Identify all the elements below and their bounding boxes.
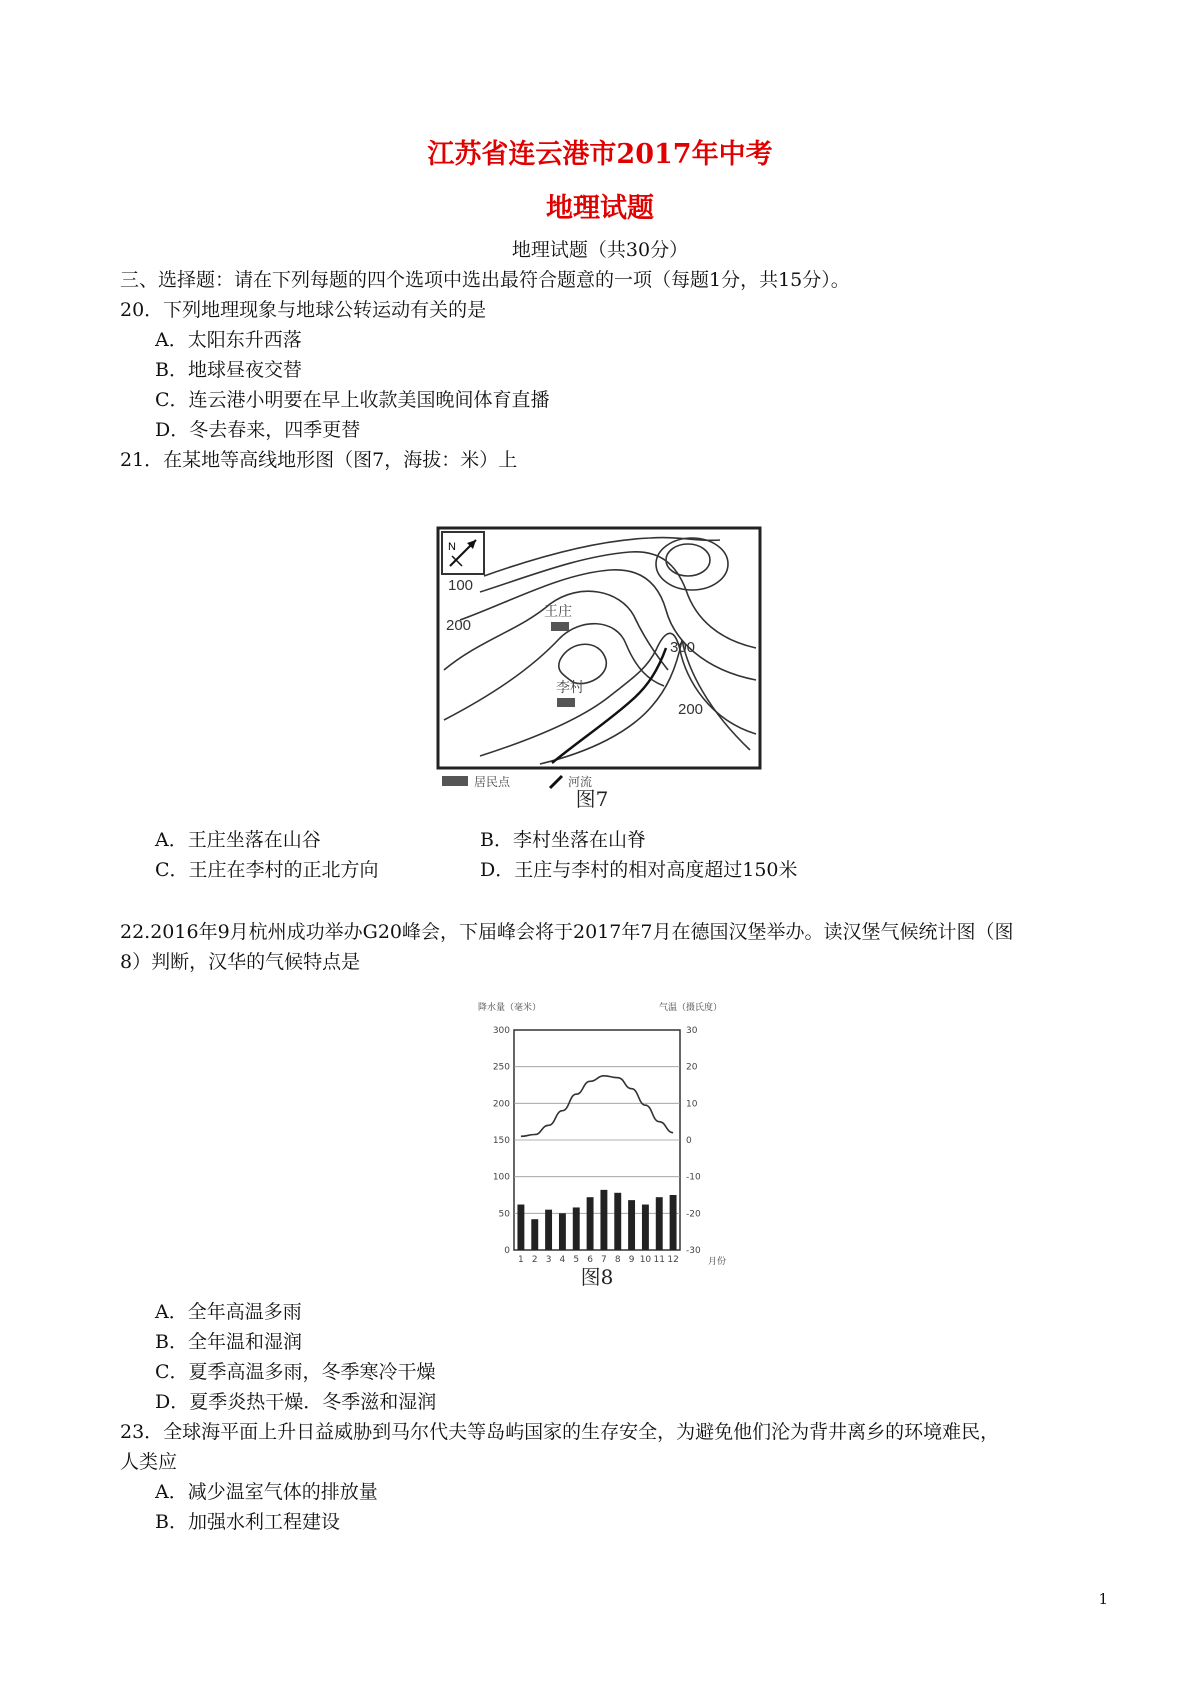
right-tick-label: -10 bbox=[686, 1172, 701, 1183]
precipitation-bar bbox=[587, 1197, 594, 1250]
x-axis-label: 月份 bbox=[708, 1257, 727, 1267]
month-tick-label: 6 bbox=[587, 1255, 593, 1265]
temperature-line bbox=[521, 1076, 673, 1137]
precipitation-bar bbox=[531, 1219, 538, 1250]
question-20-option-b: B．地球昼夜交替 bbox=[155, 359, 302, 381]
left-tick-label: 0 bbox=[504, 1246, 510, 1256]
village-marker-wangzhuang bbox=[551, 622, 569, 631]
precipitation-bar bbox=[656, 1197, 663, 1250]
legend-settlement-swatch bbox=[442, 776, 468, 786]
section-instruction: 三、选择题：请在下列每题的四个选项中选出最符合题意的一项（每题1分，共15分）。 bbox=[120, 269, 850, 291]
question-22-stem-line2: 8）判断，汉华的气候特点是 bbox=[120, 951, 361, 973]
precipitation-bar bbox=[614, 1193, 621, 1250]
legend-settlement-label: 居民点 bbox=[474, 775, 511, 789]
question-22-option-d: D．夏季炎热干燥．冬季滋和湿润 bbox=[155, 1391, 437, 1413]
question-23-stem-line1: 23．全球海平面上升日益威胁到马尔代夫等岛屿国家的生存安全，为避免他们沦为背井离乡的环境难民， bbox=[120, 1421, 1000, 1443]
question-21-option-d: D．王庄与李村的相对高度超过150米 bbox=[480, 859, 798, 881]
village-marker-licun bbox=[557, 698, 575, 707]
right-tick-label: 10 bbox=[686, 1099, 698, 1110]
precipitation-bar bbox=[670, 1195, 677, 1250]
map-legend bbox=[442, 774, 592, 789]
month-tick-label: 12 bbox=[667, 1255, 679, 1265]
page-number: 1 bbox=[1098, 1590, 1108, 1608]
precipitation-bar bbox=[573, 1207, 580, 1250]
exam-title: 江苏省连云港市2017年中考 bbox=[427, 139, 773, 170]
question-22-option-b: B．全年温和湿润 bbox=[155, 1331, 302, 1353]
left-tick-label: 300 bbox=[492, 1026, 510, 1036]
month-tick-label: 1 bbox=[518, 1255, 524, 1265]
question-22-option-c: C．夏季高温多雨，冬季寒冷干燥 bbox=[155, 1361, 436, 1383]
question-21-option-a: A．王庄坐落在山谷 bbox=[155, 829, 321, 851]
month-tick-label: 4 bbox=[559, 1255, 566, 1265]
legend-river-label: 河流 bbox=[568, 775, 593, 789]
right-tick-label: 20 bbox=[686, 1062, 698, 1073]
question-23-option-a: A．减少温室气体的排放量 bbox=[155, 1481, 378, 1503]
precipitation-bar bbox=[517, 1205, 524, 1250]
precipitation-bar bbox=[642, 1205, 649, 1250]
question-21-stem: 21．在某地等高线地形图（图7，海拔：米）上 bbox=[120, 449, 518, 471]
precipitation-bar bbox=[600, 1190, 607, 1250]
question-22-stem-line1: 22.2016年9月杭州成功举办G20峰会，下届峰会将于2017年7月在德国汉堡举办。读汉堡气候统计图（图 bbox=[120, 921, 1014, 943]
figure-8-caption: 图8 bbox=[580, 1265, 614, 1289]
month-tick-label: 5 bbox=[573, 1255, 580, 1265]
question-22-option-a: A．全年高温多雨 bbox=[155, 1301, 302, 1323]
contour-label-300: 300 bbox=[670, 639, 696, 656]
right-axis-label: 气温（摄氏度） bbox=[658, 1003, 722, 1013]
section-subtitle: 地理试题（共30分） bbox=[511, 239, 689, 261]
right-tick-label: -30 bbox=[686, 1246, 701, 1256]
village-label-wangzhuang: 王庄 bbox=[544, 604, 572, 620]
precipitation-bar bbox=[545, 1210, 552, 1250]
month-tick-label: 11 bbox=[653, 1255, 665, 1265]
question-23-option-b: B．加强水利工程建设 bbox=[155, 1511, 340, 1533]
month-tick-label: 9 bbox=[628, 1255, 635, 1265]
village-label-licun: 李村 bbox=[556, 680, 584, 696]
left-tick-label: 100 bbox=[492, 1172, 510, 1183]
figure-7-caption: 图7 bbox=[575, 787, 609, 811]
precipitation-bar bbox=[628, 1200, 635, 1250]
north-label: N bbox=[448, 541, 456, 553]
question-20-option-c: C．连云港小明要在早上收款美国晚间体育直播 bbox=[155, 389, 550, 411]
question-21-option-c: C．王庄在李村的正北方向 bbox=[155, 859, 379, 881]
left-tick-label: 150 bbox=[492, 1136, 510, 1146]
question-20-option-a: A．太阳东升西落 bbox=[155, 329, 302, 351]
question-21-option-b: B．李村坐落在山脊 bbox=[480, 829, 646, 851]
left-tick-label: 250 bbox=[492, 1062, 510, 1073]
month-tick-label: 8 bbox=[614, 1255, 621, 1265]
legend-river-swatch bbox=[550, 776, 562, 788]
month-tick-label: 3 bbox=[545, 1255, 552, 1265]
month-tick-label: 2 bbox=[531, 1255, 538, 1265]
month-tick-label: 7 bbox=[601, 1255, 607, 1265]
right-tick-label: 30 bbox=[686, 1026, 698, 1036]
left-tick-label: 200 bbox=[492, 1099, 510, 1110]
contour-label-200-right: 200 bbox=[678, 701, 704, 718]
right-tick-label: 0 bbox=[686, 1136, 692, 1146]
question-20-stem: 20．下列地理现象与地球公转运动有关的是 bbox=[120, 299, 487, 321]
compass-icon bbox=[442, 532, 484, 574]
month-tick-label: 10 bbox=[639, 1255, 652, 1265]
question-23-stem-line2: 人类应 bbox=[120, 1451, 178, 1473]
exam-subject-title: 地理试题 bbox=[546, 193, 654, 224]
contour-label-200-left: 200 bbox=[446, 617, 472, 634]
precipitation-bar bbox=[559, 1213, 566, 1250]
left-tick-label: 50 bbox=[498, 1209, 510, 1220]
contour-label-100: 100 bbox=[448, 577, 474, 594]
right-tick-label: -20 bbox=[686, 1209, 701, 1220]
question-20-option-d: D．冬去春来，四季更替 bbox=[155, 419, 361, 441]
climate-chart-figure-8 bbox=[470, 990, 730, 1290]
contour-map-figure-7 bbox=[420, 520, 780, 815]
left-axis-label: 降水量（毫米） bbox=[478, 1003, 542, 1013]
